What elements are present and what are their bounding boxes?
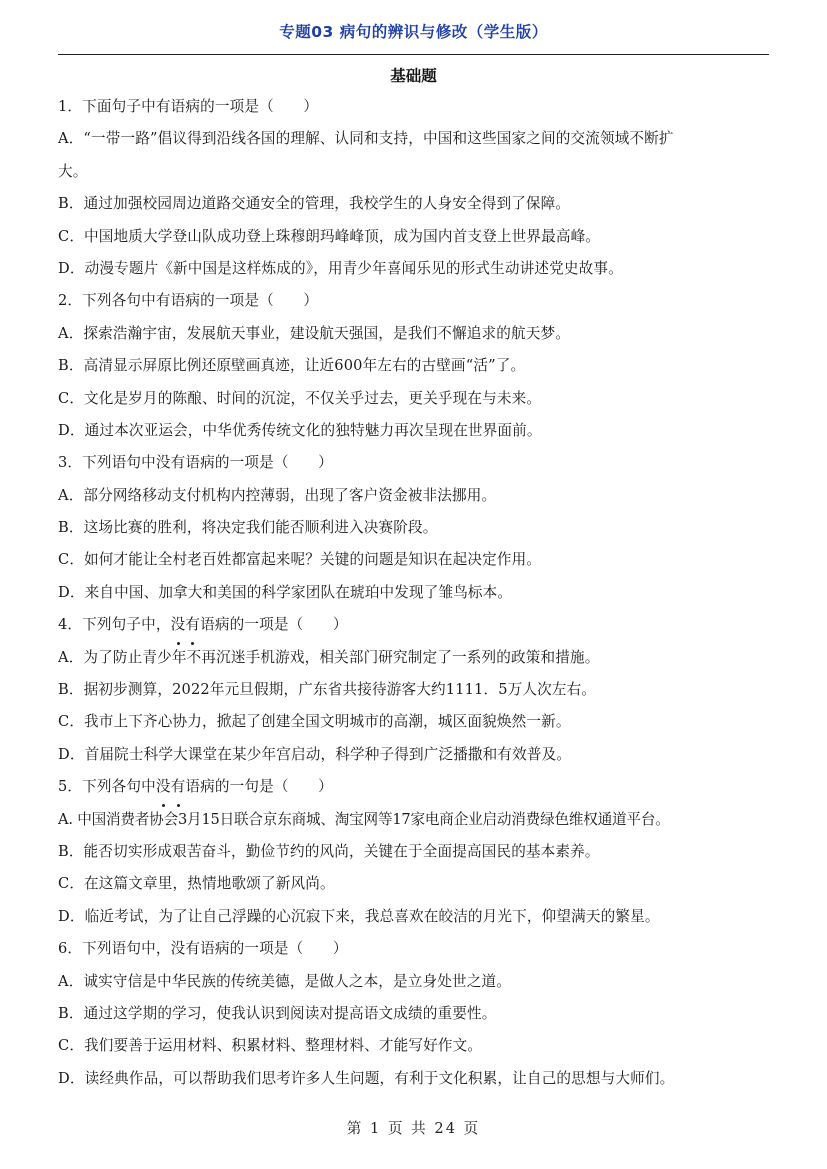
question-4-stem [58, 609, 774, 641]
question-2-stem: 2．下列各句中有语病的一项是（ ） [58, 292, 319, 310]
page-footer: 第 1 页 共 24 页 [346, 1120, 481, 1137]
question-5-stem-suffix: 语病的一句是（ ） [185, 778, 333, 796]
question-1-option-b: B．通过加强校园周边道路交通安全的管理，我校学生的人身安全得到了保障。 [58, 195, 571, 213]
question-4-stem-prefix: 4．下列句子中， [58, 616, 171, 634]
question-3-option-b: B．这场比赛的胜利，将决定我们能否顺利进入决赛阶段。 [58, 519, 438, 537]
question-5-option-a: A. 中国消费者协会3月15日联合京东商城、淘宝网等17家电商企业启动消费绿色维权通道平台。 [58, 810, 670, 828]
question-5-stem [58, 771, 774, 803]
page-header-title: 专题03 病句的辨识与修改（学生版） [279, 23, 548, 41]
question-4-option-c: C．我市上下齐心协力，掀起了创建全国文明城市的高潮，城区面貌焕然一新。 [58, 713, 571, 731]
question-6-option-b: B．通过这学期的学习，使我认识到阅读对提高语文成绩的重要性。 [58, 1004, 497, 1022]
question-2-option-d: D．通过本次亚运会，中华优秀传统文化的独特魅力再次呈现在世界面前。 [58, 421, 542, 439]
question-5-option-b: B．能否切实形成艰苦奋斗，勤俭节约的风尚，关键在于全面提高国民的基本素养。 [58, 842, 600, 860]
question-2-option-c: C．文化是岁月的陈酿、时间的沉淀，不仅关乎过去，更关乎现在与未来。 [58, 389, 542, 407]
question-2-option-a: A．探索浩瀚宇宙，发展航天事业，建设航天强国，是我们不懈追求的航天梦。 [58, 324, 570, 342]
question-1-option-d: D．动漫专题片《新中国是这样炼成的》，用青少年喜闻乐见的形式生动讲述党史故事。 [58, 259, 623, 277]
question-4-option-d: D．首届院士科学大课堂在某少年宫启动，科学种子得到广泛播撒和有效普及。 [58, 745, 572, 763]
question-1-option-a-continued: 大。 [58, 162, 88, 180]
emphasis-dot-char: 没 [171, 609, 186, 641]
question-2-option-b: B．高清显示屏原比例还原壁画真迹，让近600年左右的古壁画“活”了。 [58, 357, 526, 375]
emphasis-dot-char: 没 [156, 771, 171, 803]
question-4-option-a: A．为了防止青少年不再沉迷手机游戏，相关部门研究制定了一系列的政策和措施。 [58, 648, 600, 666]
section-title: 基础题 [390, 67, 437, 85]
question-list [58, 91, 774, 1095]
question-6-stem: 6．下列语句中，没有语病的一项是（ ） [58, 940, 348, 958]
question-1-option-a: A．“一带一路”倡议得到沿线各国的理解、认同和支持，中国和这些国家之间的交流领域不断扩 [58, 130, 674, 148]
question-3-stem: 3．下列语句中没有语病的一项是（ ） [58, 454, 333, 472]
question-5-stem-prefix: 5．下列各句中 [58, 778, 156, 796]
question-5-option-c: C．在这篇文章里，热情地歌颂了新风尚。 [58, 875, 335, 893]
question-5-option-d: D．临近考试，为了让自己浮躁的心沉寂下来，我总喜欢在皎洁的月光下，仰望满天的繁星。 [58, 907, 660, 925]
question-6-option-a: A．诚实守信是中华民族的传统美德，是做人之本，是立身处世之道。 [58, 972, 512, 990]
question-4-emphasis-word [171, 616, 201, 633]
question-6-option-c: C．我们要善于运用材料、积累材料、整理材料、才能写好作文。 [58, 1037, 483, 1055]
question-3-option-d: D．来自中国、加拿大和美国的科学家团队在琥珀中发现了雏鸟标本。 [58, 583, 513, 601]
question-1-stem: 1．下面句子中有语病的一项是（ ） [58, 98, 319, 115]
question-3-option-a: A．部分网络移动支付机构内控薄弱，出现了客户资金被非法挪用。 [58, 486, 497, 504]
emphasis-dot-char: 有 [171, 771, 186, 803]
question-1-option-c: C．中国地质大学登山队成功登上珠穆朗玛峰峰顶，成为国内首支登上世界最高峰。 [58, 227, 601, 245]
question-5-emphasis-word [156, 778, 186, 795]
header-divider [58, 54, 769, 55]
question-3-option-c: C．如何才能让全村老百姓都富起来呢？关键的问题是知识在起决定作用。 [58, 551, 542, 569]
question-4-option-b: B．据初步测算，2022年元旦假期，广东省共接待游客大约1111．5万人次左右。 [58, 681, 597, 699]
question-4-stem-suffix: 语病的一项是（ ） [200, 616, 348, 634]
question-6-option-d: D．读经典作品，可以帮助我们思考许多人生问题，有利于文化积累，让自己的思想与大师们。 [58, 1069, 675, 1087]
emphasis-dot-char: 有 [185, 609, 200, 641]
